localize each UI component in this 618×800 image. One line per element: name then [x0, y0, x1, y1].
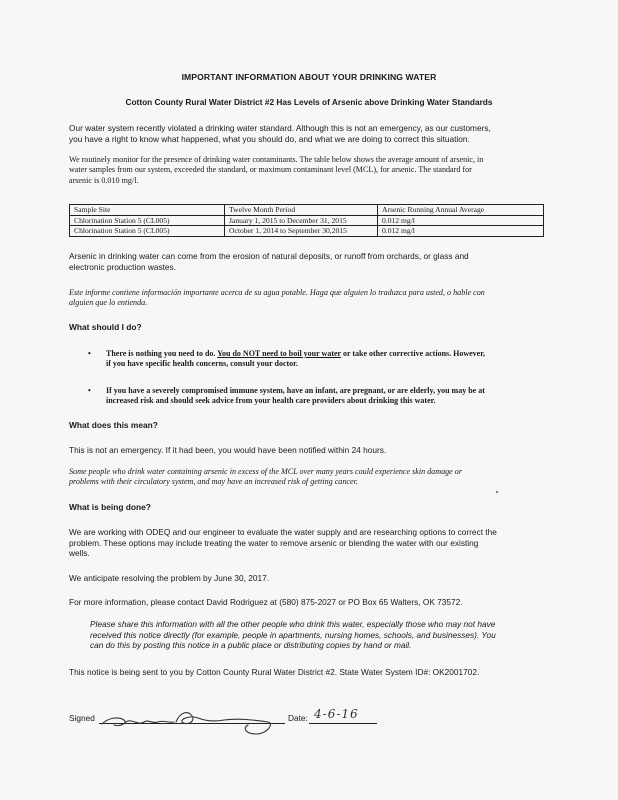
date-line [309, 723, 377, 724]
section-heading-what-should-i-do: What should I do? [69, 322, 142, 332]
health-effects-paragraph [69, 467, 462, 488]
share-line: received this notice directly (for example, people in apartments, nursing homes, schools, and businesses). You [90, 629, 496, 640]
section-heading-what-is-being-done: What is being done? [69, 502, 151, 512]
intro-line: you have a right to know what happened, what you should do, and what we are doing to correct this situation. [69, 133, 470, 144]
bullet-item [88, 386, 566, 407]
page-title: IMPORTANT INFORMATION ABOUT YOUR DRINKING WATER [181, 72, 437, 82]
spanish-line: alguien que lo entienda. [69, 298, 148, 308]
not-emergency-text: This is not an emergency. If it had been, you would have been notified within 24 hours. [69, 445, 387, 455]
contact-text: For more information, please contact David Rodriguez at (580) 875-2027 or PO Box 65 Walters, OK 73572. [69, 597, 463, 607]
bullet-icon: • [88, 349, 91, 358]
anticipate-text: We anticipate resolving the problem by June 30, 2017. [69, 573, 270, 583]
scan-speck [496, 491, 498, 493]
being-done-paragraph [69, 527, 497, 559]
bullet-text: or take other corrective actions. However, [340, 349, 486, 358]
being-done-line: wells. [69, 548, 90, 558]
intro-line: Our water system recently violated a drinking water standard. Although this is not an emergency, as our customers, [69, 123, 491, 133]
bullet-text: There is nothing you need to do. [106, 349, 218, 358]
table-cell: 0.012 mg/l [378, 226, 544, 237]
handwritten-date: 4-6-16 [314, 707, 359, 721]
being-done-line: problem. These options may include treating the water to remove arsenic or blending the water with our existing [69, 537, 479, 548]
share-line: Please share this information with all the other people who drink this water, especially those who may not have [90, 619, 496, 629]
monitor-line: arsenic is 0.010 mg/l. [69, 175, 139, 185]
table-cell: Chlorination Station 5 (CL005) [70, 226, 225, 237]
sent-by-text: This notice is being sent to you by Cotton County Rural Water District #2. State Water System ID#: OK2001702. [69, 667, 480, 677]
share-line: can do this by posting this notice in a public place or distributing copies by hand or mail. [90, 640, 412, 650]
monitor-line: water samples from our system, exceeded the standard, or maximum contaminant level (MCL), for arsenic. The standard for [69, 165, 472, 175]
bullet-text: If you have a severely compromised immune system, have an infant, are pregnant, or are elderly, you may be at [106, 386, 485, 395]
bullet-text: if you have specific health concerns, consult your doctor. [106, 359, 298, 369]
date-label: Date: [288, 713, 308, 723]
health-effects-line: Some people who drink water containing arsenic in excess of the MCL over many years could experience skin damage or [69, 467, 462, 476]
table-header-cell: Sample Site [70, 205, 225, 216]
table-cell: Chlorination Station 5 (CL005) [70, 215, 225, 226]
bullet-text: increased risk and should seek advice from your health care providers about drinking this water. [106, 396, 436, 406]
table-cell: 0.012 mg/l [378, 215, 544, 226]
being-done-line: We are working with ODEQ and our engineer to evaluate the water supply and are researching options to correct the [69, 527, 497, 537]
sources-line: Arsenic in drinking water can come from the erosion of natural deposits, or runoff from orchards, or glass and [69, 251, 469, 261]
table-row [70, 226, 544, 237]
table-header-row [70, 205, 544, 216]
table-cell: October 1, 2014 to September 30,2015 [225, 226, 378, 237]
spanish-notice [69, 288, 485, 309]
bullet-icon: • [88, 386, 91, 395]
section-heading-what-does-this-mean: What does this mean? [69, 420, 158, 430]
page-subtitle: Cotton County Rural Water District #2 Has Levels of Arsenic above Drinking Water Standards [125, 97, 493, 107]
intro-paragraph [69, 123, 491, 144]
arsenic-table [69, 204, 544, 237]
table-header-cell: Arsenic Running Annual Average [378, 205, 544, 216]
monitor-line: We routinely monitor for the presence of drinking water contaminants. The table below shows the average amount of arsenic, in [69, 155, 484, 164]
table-header-cell: Twelve Month Period [225, 205, 378, 216]
table-row [70, 215, 544, 226]
sources-paragraph [69, 251, 469, 272]
handwritten-signature [98, 700, 288, 740]
boil-water-underlined: You do NOT need to boil your water [217, 349, 341, 358]
monitor-paragraph [69, 155, 483, 186]
spanish-line: Este informe contiene información importante acerca de su agua potable. Haga que alguien lo traduzca para usted, o hable con [69, 288, 485, 297]
bullet-item [88, 349, 566, 370]
table-cell: January 1, 2015 to December 31, 2015 [225, 215, 378, 226]
signed-label: Signed [69, 713, 95, 723]
share-paragraph [90, 619, 496, 651]
sources-line: electronic production wastes. [69, 261, 176, 272]
health-effects-line: problems with their circulatory system, and may have an increased risk of getting cancer. [69, 477, 358, 487]
